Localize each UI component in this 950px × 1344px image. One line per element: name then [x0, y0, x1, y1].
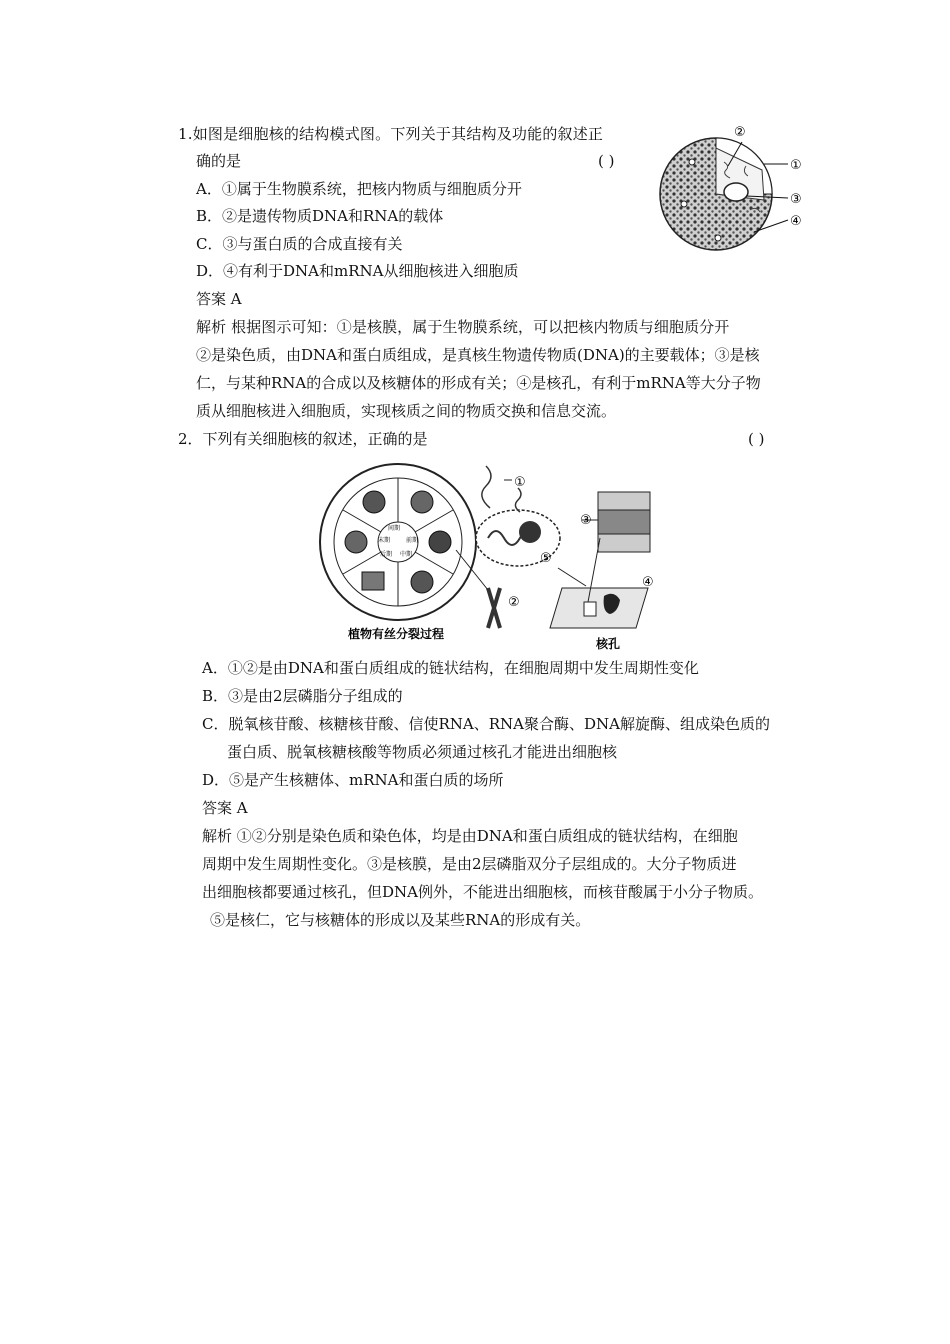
- q1-stem-line2: 确的是: [196, 152, 242, 170]
- q1-option-a: A．①属于生物膜系统，把核内物质与细胞质分开: [196, 180, 522, 198]
- q2-label-3: ③: [580, 513, 592, 528]
- q2-explanation-line1: 解析 ①②分别是染色质和染色体，均是由DNA和蛋白质组成的链状结构，在细胞: [202, 827, 738, 845]
- q2-label-1: ①: [514, 475, 526, 490]
- phase-label-interphase: 间期: [388, 525, 401, 532]
- q1-option-b: B．②是遗传物质DNA和RNA的载体: [196, 207, 444, 225]
- q2-label-4: ④: [642, 575, 654, 590]
- q1-label-1: ①: [790, 158, 802, 173]
- q2-answer: 答案 A: [202, 799, 248, 817]
- q1-stem-line1: 1.如图是细胞核的结构模式图。下列关于其结构及功能的叙述正: [178, 125, 604, 143]
- q2-option-d: D．⑤是产生核糖体、mRNA和蛋白质的场所: [202, 771, 504, 789]
- q1-explanation-line4: 质从细胞核进入细胞质，实现核质之间的物质交换和信息交流。: [196, 402, 617, 420]
- q2-explanation-line4: ⑤是核仁，它与核糖体的形成以及某些RNA的形成有关。: [210, 911, 591, 929]
- q1-answer: 答案 A: [196, 290, 242, 308]
- q1-label-3: ③: [790, 192, 802, 207]
- phase-label-metaphase: 中期: [400, 551, 413, 558]
- nucleus-structure-figure: [658, 122, 818, 262]
- pore-label: 核孔: [596, 637, 621, 651]
- phase-label-prophase: 前期: [406, 537, 419, 544]
- q2-explanation-line3: 出细胞核都要通过核孔，但DNA例外，不能进出细胞核，而核苷酸属于小分子物质。: [202, 883, 763, 901]
- figure-caption: 植物有丝分裂过程: [348, 627, 445, 641]
- q2-option-c-line1: C．脱氧核苷酸、核糖核苷酸、信使RNA、RNA聚合酶、DNA解旋酶、组成染色质的: [202, 715, 770, 733]
- q1-answer-bracket: ( ): [598, 152, 615, 170]
- q2-stem: 2．下列有关细胞核的叙述，正确的是: [178, 430, 428, 448]
- q2-label-5: ⑤: [540, 551, 552, 566]
- q2-answer-bracket: ( ): [748, 430, 765, 448]
- q1-option-d: D．④有利于DNA和mRNA从细胞核进入细胞质: [196, 262, 519, 280]
- q1-explanation-line3: 仁，与某种RNA的合成以及核糖体的形成有关；④是核孔，有利于mRNA等大分子物: [196, 374, 761, 392]
- q2-option-a: A．①②是由DNA和蛋白质组成的链状结构，在细胞周期中发生周期性变化: [202, 659, 699, 677]
- q1-explanation-line2: ②是染色质，由DNA和蛋白质组成，是真核生物遗传物质(DNA)的主要载体；③是核: [196, 346, 760, 364]
- q2-option-c-line2: 蛋白质、脱氧核糖核酸等物质必须通过核孔才能进出细胞核: [227, 743, 618, 761]
- q1-explanation-line1: 解析 根据图示可知：①是核膜，属于生物膜系统，可以把核内物质与细胞质分开: [196, 318, 730, 336]
- q2-option-b: B．③是由2层磷脂分子组成的: [202, 687, 403, 705]
- q1-label-2: ②: [734, 125, 746, 140]
- q2-label-2: ②: [508, 595, 520, 610]
- phase-label-telophase: 末期: [378, 537, 391, 544]
- q1-label-4: ④: [790, 214, 802, 229]
- mitosis-figure: [318, 458, 664, 654]
- phase-label-anaphase: 后期: [380, 551, 393, 558]
- q1-option-c: C．③与蛋白质的合成直接有关: [196, 235, 403, 253]
- q2-explanation-line2: 周期中发生周期性变化。③是核膜，是由2层磷脂双分子层组成的。大分子物质进: [202, 855, 737, 873]
- nucleolus-shape: [724, 183, 748, 201]
